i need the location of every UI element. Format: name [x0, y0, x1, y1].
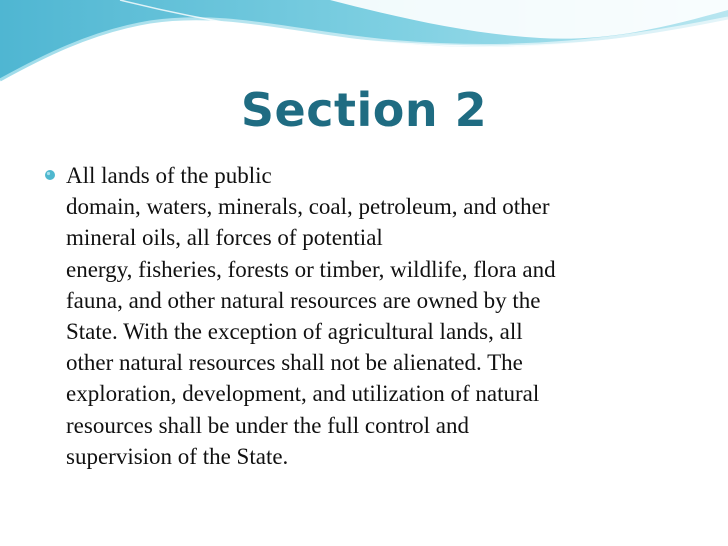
bullet-line: State. With the exception of agricultural lands, all — [66, 319, 523, 345]
bullet-icon — [44, 169, 56, 181]
bullet-line: domain, waters, minerals, coal, petroleum, and other — [66, 194, 550, 220]
slide-title: Section 2 — [240, 83, 488, 137]
bullet-line: resources shall be under the full control and — [66, 412, 470, 438]
bullet-paragraph — [44, 160, 674, 472]
bullet-item — [44, 160, 674, 472]
bullet-line: energy, fisheries, forests or timber, wildlife, flora and — [66, 256, 556, 282]
bullet-line: exploration, development, and utilization of natural — [66, 381, 540, 407]
bullet-line: All lands of the public — [66, 163, 272, 188]
bullet-line: supervision of the State. — [66, 443, 289, 469]
header-wave-decoration — [0, 0, 728, 90]
bullet-line: mineral oils, all forces of potential — [66, 225, 383, 251]
bullet-line: fauna, and other natural resources are owned by the — [66, 287, 541, 313]
bullet-line: other natural resources shall not be alienated. The — [66, 350, 523, 376]
